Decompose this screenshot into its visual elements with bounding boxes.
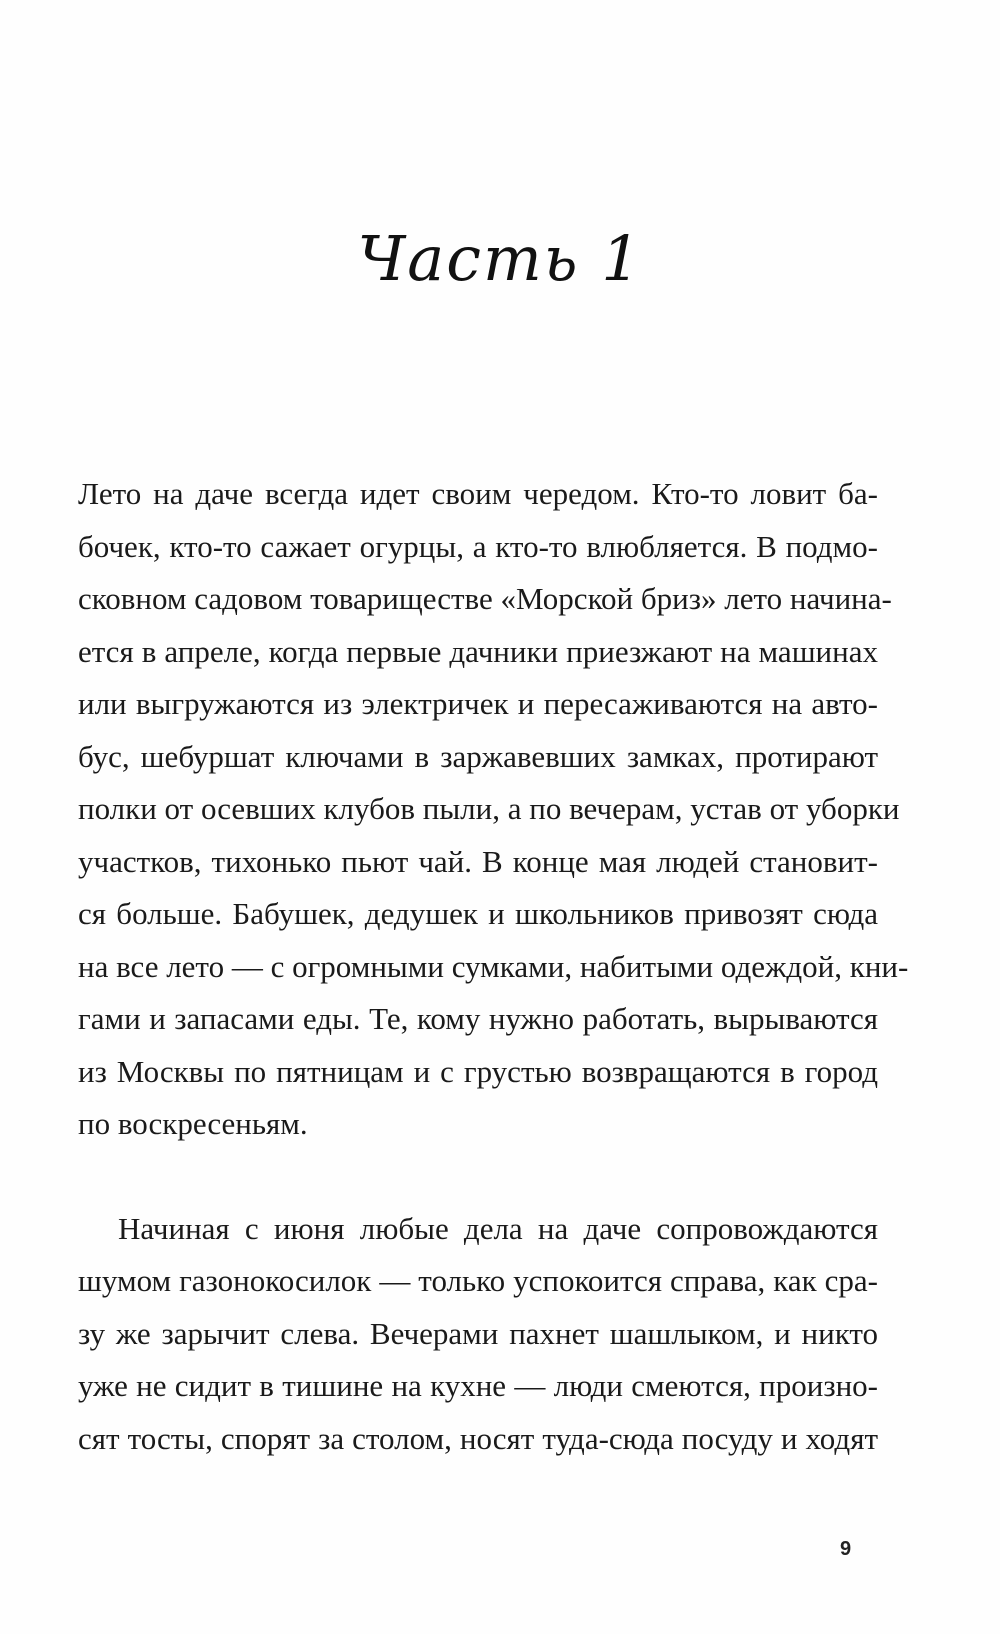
text-line: ется в апреле, когда первые дачники приезжают на машинах <box>78 633 878 669</box>
text-line: бус, шебуршат ключами в заржавевших замках, протирают <box>78 738 878 774</box>
page-number: 9 <box>840 1538 852 1560</box>
paragraph-1 <box>78 468 909 1151</box>
paragraph-spacer <box>78 1151 878 1203</box>
body-text <box>78 468 909 1465</box>
text-line: Начиная с июня любые дела на даче сопровождаются <box>118 1210 878 1246</box>
text-line: Лето на даче всегда идет своим чередом. Кто-то ловит ба- <box>78 476 878 511</box>
text-line: полки от осевших клубов пыли, а по вечерам, устав от уборки <box>78 791 900 826</box>
text-line: сят тосты, спорят за столом, носят туда-сюда посуду и ходят <box>78 1420 878 1456</box>
text-line: шумом газонокосилок — только успокоится справа, как сра- <box>78 1263 878 1298</box>
text-line: или выгружаются из электричек и пересаживаются на авто- <box>78 686 878 721</box>
text-line: зу же зарычит слева. Вечерами пахнет шашлыком, и никто <box>78 1315 878 1351</box>
paragraph-2 <box>78 1203 878 1466</box>
chapter-title: Часть 1 <box>357 222 643 295</box>
text-line: на все лето — с огромными сумками, набитыми одеждой, кни- <box>78 948 909 984</box>
text-line: сковном садовом товариществе «Морской бриз» лето начина- <box>78 581 892 616</box>
text-line: из Москвы по пятницам и с грустью возвращаются в город <box>78 1053 878 1089</box>
text-line: уже не сидит в тишине на кухне — люди смеются, произно- <box>78 1368 878 1403</box>
text-line: гами и запасами еды. Те, кому нужно работать, вырываются <box>78 1001 878 1036</box>
text-line: по воскресеньям. <box>78 1106 308 1141</box>
text-line: участков, тихонько пьют чай. В конце мая людей становит- <box>78 843 878 879</box>
text-line: бочек, кто-то сажает огурцы, а кто-то влюбляется. В подмо- <box>78 528 878 564</box>
text-line: ся больше. Бабушек, дедушек и школьников привозят сюда <box>78 896 878 931</box>
